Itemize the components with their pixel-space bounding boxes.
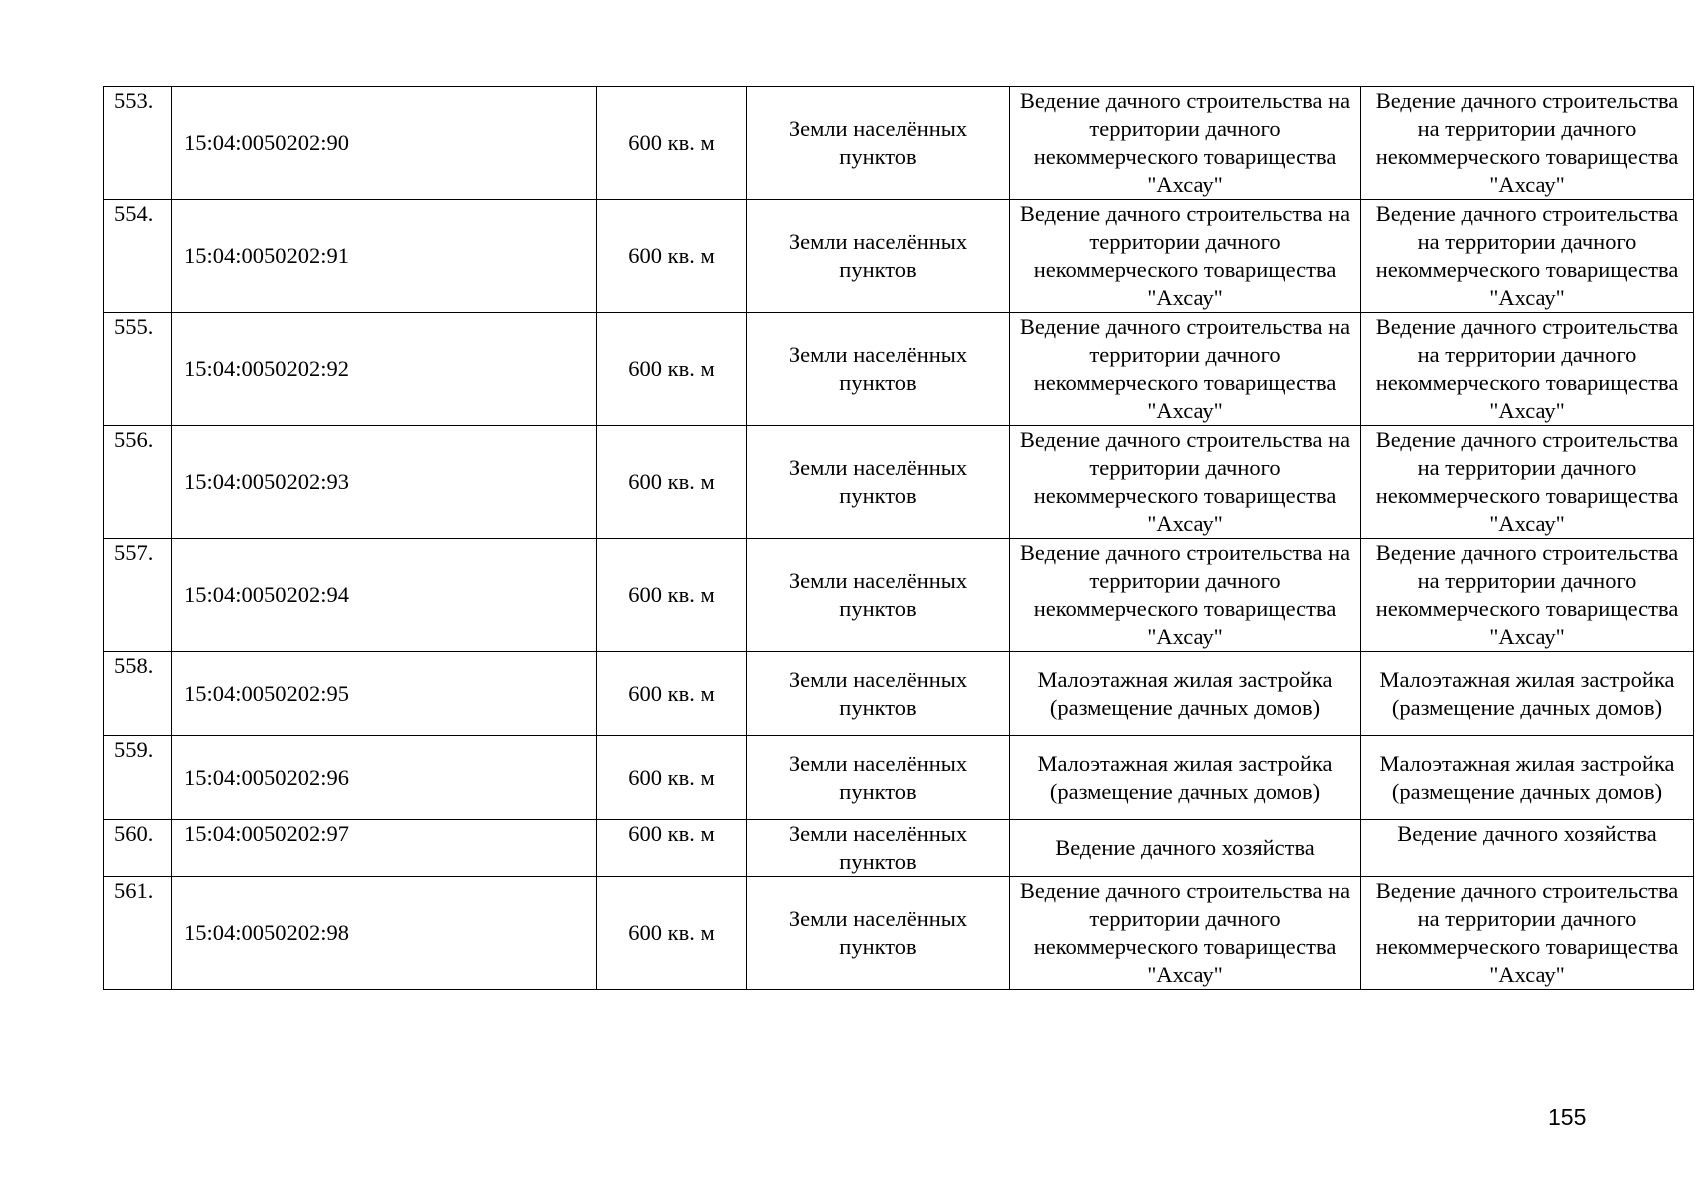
row-number: 555. [104, 313, 172, 426]
plot-area: 600 кв. м [597, 652, 747, 736]
land-category: Земли населённых пунктов [747, 736, 1010, 820]
row-number: 559. [104, 736, 172, 820]
table-row [104, 877, 1694, 990]
permitted-use-classifier: Ведение дачного хозяйства [1361, 820, 1694, 877]
permitted-use: Ведение дачного строительства на территории дачного некоммерческого товарищества "Ахсау" [1010, 539, 1361, 652]
row-number: 561. [104, 877, 172, 990]
table-row [104, 820, 1694, 877]
row-number: 558. [104, 652, 172, 736]
permitted-use: Ведение дачного строительства на территории дачного некоммерческого товарищества "Ахсау" [1010, 426, 1361, 539]
row-number: 553. [104, 87, 172, 200]
permitted-use-classifier: Ведение дачного строительства на территории дачного некоммерческого товарищества "Ахсау" [1361, 539, 1694, 652]
permitted-use: Малоэтажная жилая застройка (размещение дачных домов) [1010, 736, 1361, 820]
cadastral-number: 15:04:0050202:94 [172, 539, 597, 652]
plot-area: 600 кв. м [597, 426, 747, 539]
permitted-use: Ведение дачного хозяйства [1010, 820, 1361, 877]
table-body [104, 87, 1694, 990]
permitted-use-classifier: Ведение дачного строительства на территории дачного некоммерческого товарищества "Ахсау" [1361, 313, 1694, 426]
cadastral-number: 15:04:0050202:91 [172, 200, 597, 313]
row-number: 554. [104, 200, 172, 313]
land-plot-table [103, 86, 1694, 990]
table-row [104, 313, 1694, 426]
permitted-use-classifier: Малоэтажная жилая застройка (размещение дачных домов) [1361, 736, 1694, 820]
plot-area: 600 кв. м [597, 736, 747, 820]
land-category: Земли населённых пунктов [747, 426, 1010, 539]
land-category: Земли населённых пунктов [747, 539, 1010, 652]
table-row [104, 539, 1694, 652]
plot-area: 600 кв. м [597, 877, 747, 990]
cadastral-number: 15:04:0050202:93 [172, 426, 597, 539]
land-category: Земли населённых пунктов [747, 313, 1010, 426]
land-category: Земли населённых пунктов [747, 877, 1010, 990]
permitted-use-classifier: Ведение дачного строительства на территории дачного некоммерческого товарищества "Ахсау" [1361, 87, 1694, 200]
table-row [104, 87, 1694, 200]
table-row [104, 426, 1694, 539]
permitted-use: Ведение дачного строительства на территории дачного некоммерческого товарищества "Ахсау" [1010, 87, 1361, 200]
permitted-use: Ведение дачного строительства на территории дачного некоммерческого товарищества "Ахсау" [1010, 877, 1361, 990]
cadastral-number: 15:04:0050202:98 [172, 877, 597, 990]
land-category: Земли населённых пунктов [747, 652, 1010, 736]
cadastral-number: 15:04:0050202:97 [172, 820, 597, 877]
land-category: Земли населённых пунктов [747, 87, 1010, 200]
permitted-use: Ведение дачного строительства на территории дачного некоммерческого товарищества "Ахсау" [1010, 200, 1361, 313]
row-number: 556. [104, 426, 172, 539]
permitted-use-classifier: Ведение дачного строительства на территории дачного некоммерческого товарищества "Ахсау" [1361, 200, 1694, 313]
plot-area: 600 кв. м [597, 820, 747, 877]
table-row [104, 200, 1694, 313]
table-row [104, 736, 1694, 820]
permitted-use-classifier: Ведение дачного строительства на территории дачного некоммерческого товарищества "Ахсау" [1361, 877, 1694, 990]
cadastral-number: 15:04:0050202:95 [172, 652, 597, 736]
permitted-use-classifier: Малоэтажная жилая застройка (размещение дачных домов) [1361, 652, 1694, 736]
plot-area: 600 кв. м [597, 313, 747, 426]
row-number: 560. [104, 820, 172, 877]
plot-area: 600 кв. м [597, 87, 747, 200]
plot-area: 600 кв. м [597, 200, 747, 313]
permitted-use-classifier: Ведение дачного строительства на территории дачного некоммерческого товарищества "Ахсау" [1361, 426, 1694, 539]
cadastral-number: 15:04:0050202:90 [172, 87, 597, 200]
plot-area: 600 кв. м [597, 539, 747, 652]
land-category: Земли населённых пунктов [747, 820, 1010, 877]
cadastral-number: 15:04:0050202:96 [172, 736, 597, 820]
permitted-use: Ведение дачного строительства на территории дачного некоммерческого товарищества "Ахсау" [1010, 313, 1361, 426]
permitted-use: Малоэтажная жилая застройка (размещение дачных домов) [1010, 652, 1361, 736]
row-number: 557. [104, 539, 172, 652]
cadastral-number: 15:04:0050202:92 [172, 313, 597, 426]
table-row [104, 652, 1694, 736]
page-number: 155 [1548, 1104, 1587, 1130]
land-category: Земли населённых пунктов [747, 200, 1010, 313]
